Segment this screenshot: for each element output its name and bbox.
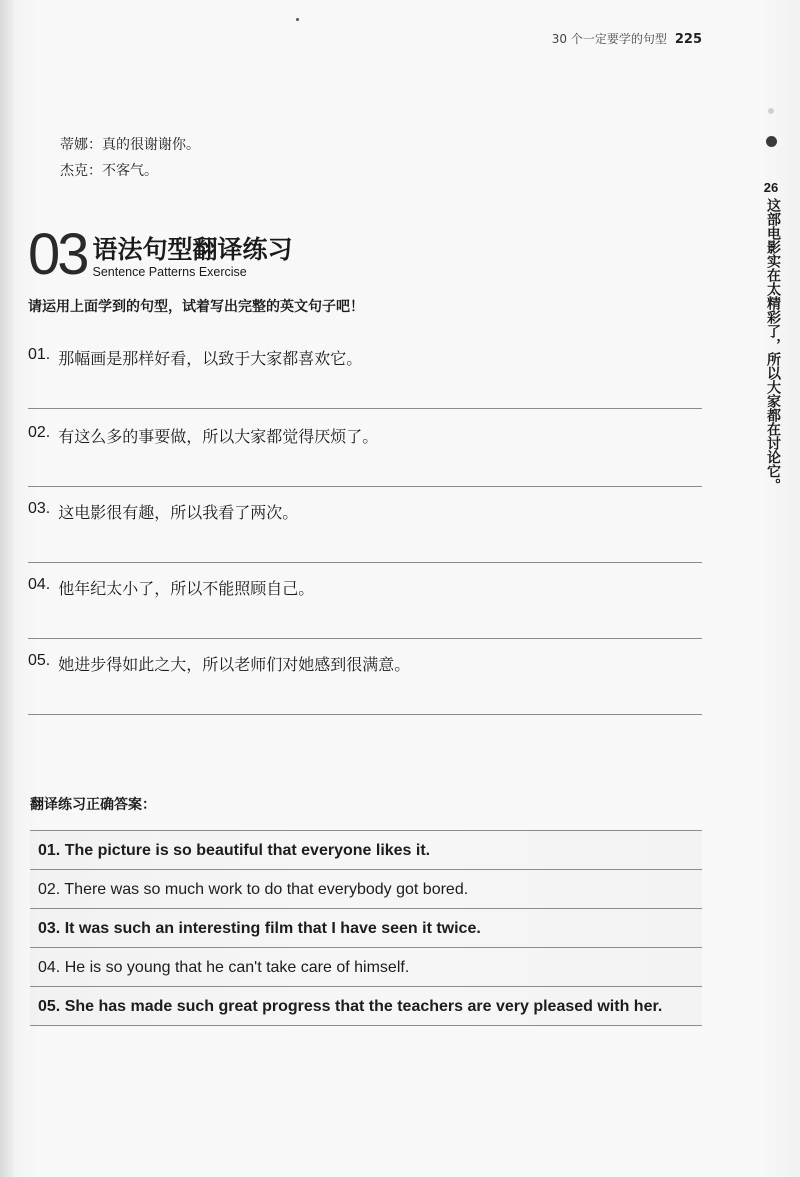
side-dot-faint <box>768 108 774 114</box>
section-title-english: Sentence Patterns Exercise <box>92 265 247 279</box>
section-heading <box>28 222 293 287</box>
speaker-name: 蒂娜 <box>60 137 88 153</box>
dialogue-line: 蒂娜：真的很谢谢你。 <box>60 137 200 153</box>
dialogue-text: 真的很谢谢你。 <box>102 137 200 153</box>
page-binding-shadow <box>0 0 14 1177</box>
answer-line[interactable] <box>28 714 702 715</box>
running-title: 30 个一定要学的句型 <box>551 32 667 46</box>
exercise-item <box>28 424 702 447</box>
answer-row: 03. It was such an interesting film that I have seen it twice. <box>30 909 702 948</box>
answers-title: 翻译练习正确答案： <box>30 797 156 813</box>
answer-line[interactable] <box>28 408 702 409</box>
exercise-item <box>28 652 702 675</box>
exercise-item <box>28 576 702 599</box>
exercise-item <box>28 346 702 369</box>
answers-table <box>30 830 702 1026</box>
exercise-item <box>28 500 702 523</box>
exercise-number: 04. <box>28 576 51 593</box>
side-tab-number: 26 <box>763 180 779 195</box>
running-header <box>552 30 702 47</box>
exercise-text: 那幅画是那样好看，以致于大家都喜欢它。 <box>58 349 363 368</box>
exercise-number: 05. <box>28 652 51 669</box>
section-title-chinese: 语法句型翻译练习 <box>92 235 293 264</box>
exercise-number: 01. <box>28 346 51 363</box>
section-number: 03 <box>28 222 87 287</box>
answer-row: 05. She has made such great progress that the teachers are very pleased with her. <box>30 987 702 1026</box>
exercise-instruction: 请运用上面学到的句型，试着写出完整的英文句子吧！ <box>28 299 364 315</box>
section-titles <box>93 235 293 284</box>
answer-row: 01. The picture is so beautiful that everyone likes it. <box>30 831 702 870</box>
answer-line[interactable] <box>28 562 702 563</box>
exercise-text: 这电影很有趣，所以我看了两次。 <box>58 503 299 522</box>
exercise-number: 03. <box>28 500 51 517</box>
exercise-number: 02. <box>28 424 51 441</box>
answer-row: 02. There was so much work to do that everybody got bored. <box>30 870 702 909</box>
answer-line[interactable] <box>28 638 702 639</box>
speaker-name: 杰克 <box>60 163 88 179</box>
exercise-text: 她进步得如此之大，所以老师们对她感到很满意。 <box>58 655 411 674</box>
dialogue-block <box>60 132 200 184</box>
exercise-text: 他年纪太小了，所以不能照顾自己。 <box>58 579 315 598</box>
dialogue-line: 杰克：不客气。 <box>60 163 158 179</box>
exercise-text: 有这么多的事要做，所以大家都觉得厌烦了。 <box>58 427 379 446</box>
side-tab-dot <box>766 136 777 147</box>
answer-line[interactable] <box>28 486 702 487</box>
answer-row: 04. He is so young that he can't take care of himself. <box>30 948 702 987</box>
dialogue-text: 不客气。 <box>102 163 158 179</box>
side-tab-title: 这部电影实在太精彩了，所以大家都在讨论它。 <box>765 198 781 492</box>
page-number: 225 <box>674 32 702 47</box>
print-dot <box>296 18 299 21</box>
